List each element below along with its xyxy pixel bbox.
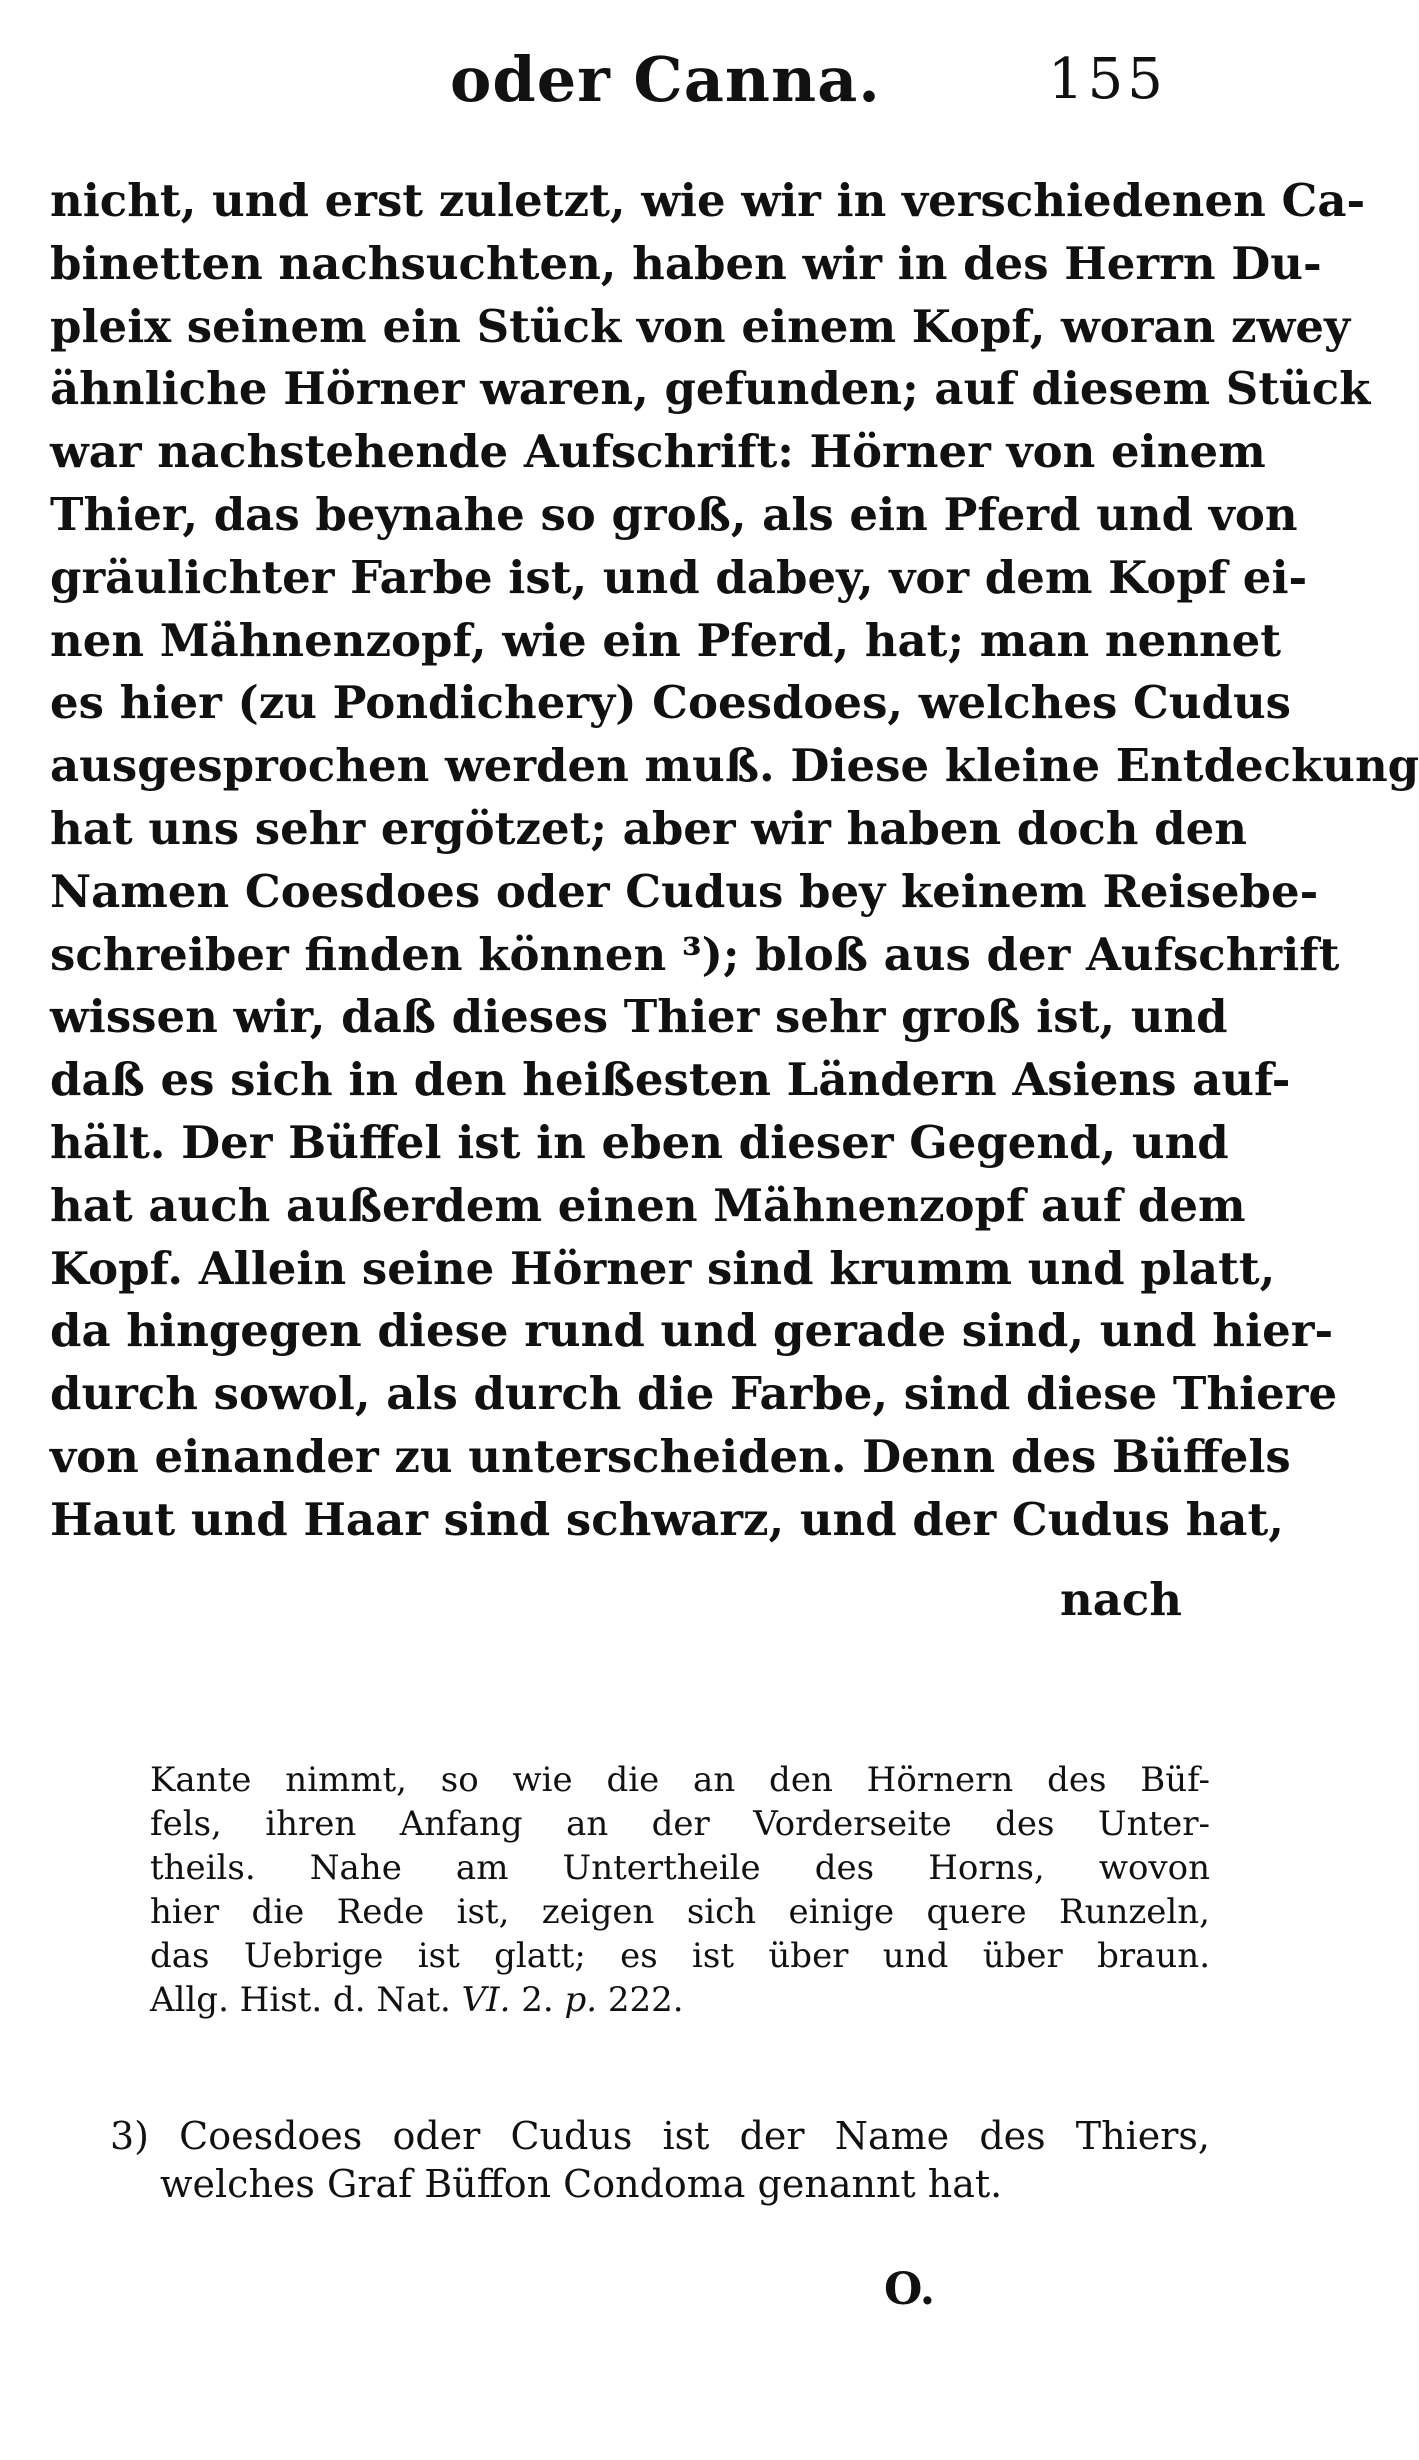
catchword: nach: [1060, 1573, 1182, 1626]
text-line: nen Mähnenzopf, wie ein Pferd, hat; man nennet: [50, 613, 1282, 667]
text-line: nicht, und erst zuletzt, wie wir in verschiedenen Ca-: [50, 174, 1366, 227]
running-title: oder Canna.: [450, 43, 881, 116]
footnote-line: welches Graf Büffon Condoma genannt hat.: [160, 2162, 1003, 2206]
footnote-line: fels, ihren Anfang an der Vorderseite des Unter-: [150, 1804, 1210, 1844]
text-line: wissen wir, daß dieses Thier sehr groß ist, und: [50, 990, 1228, 1044]
text-line: gräulichter Farbe ist, und dabey, vor dem Kopf ei-: [50, 550, 1308, 604]
footnote-line: das Uebrige ist glatt; es ist über und über braun.: [150, 1936, 1210, 1976]
citation-source: Allg. Hist. d. Nat.: [150, 1980, 451, 2020]
text-line: binetten nachsuchten, haben wir in des Herrn Du-: [50, 236, 1322, 290]
text-line: es hier (zu Pondichery) Coesdoes, welches Cudus: [50, 676, 1291, 730]
main-text: [50, 170, 1419, 1552]
footnote-line: Kante nimmt, so wie die an den Hörnern des Büf-: [150, 1760, 1210, 1800]
footnote-line: theils. Nahe am Untertheile des Horns, wovon: [150, 1848, 1210, 1888]
page-number: 155: [1048, 47, 1167, 112]
text-line: Kopf. Allein seine Hörner sind krumm und platt,: [50, 1241, 1276, 1295]
text-line: hält. Der Büffel ist in eben dieser Gegend, und: [50, 1115, 1229, 1169]
text-line: war nachstehende Aufschrift: Hörner von einem: [50, 425, 1266, 479]
citation-number: 2.: [521, 1980, 554, 2020]
footnote-continuation: [150, 1758, 1210, 2022]
signature-mark: O.: [884, 2264, 936, 2315]
text-line: durch sowol, als durch die Farbe, sind diese Thiere: [50, 1367, 1338, 1421]
running-head: [0, 40, 1258, 120]
text-line: Namen Coesdoes oder Cudus bey keinem Reisebe-: [50, 864, 1319, 918]
text-line: Haut und Haar sind schwarz, und der Cudus hat,: [50, 1492, 1284, 1546]
citation-page: 222.: [607, 1980, 684, 2020]
footnote-3: [110, 2112, 1210, 2208]
text-line: schreiber finden können ³); bloß aus der Aufschrift: [50, 927, 1340, 981]
text-line: da hingegen diese rund und gerade sind, und hier-: [50, 1304, 1334, 1358]
text-line: hat auch außerdem einen Mähnenzopf auf dem: [50, 1178, 1246, 1232]
footnote-line: hier die Rede ist, zeigen sich einige quere Runzeln,: [150, 1892, 1210, 1932]
text-line: ähnliche Hörner waren, gefunden; auf diesem Stück: [50, 362, 1371, 416]
footnote-line: 3) Coesdoes oder Cudus ist der Name des Thiers,: [110, 2114, 1210, 2158]
text-line: von einander zu unterscheiden. Denn des Büffels: [50, 1429, 1291, 1483]
text-line: ausgesprochen werden muß. Diese kleine Entdeckung: [50, 739, 1419, 793]
text-line: daß es sich in den heißesten Ländern Asiens auf-: [50, 1053, 1291, 1107]
citation-page-abbr: p.: [564, 1980, 598, 2020]
footnote-citation: [150, 1978, 1210, 2022]
citation-volume: VI.: [461, 1980, 511, 2020]
text-line: Thier, das beynahe so groß, als ein Pferd und von: [50, 487, 1298, 541]
text-line: hat uns sehr ergötzet; aber wir haben doch den: [50, 801, 1247, 855]
text-line: pleix seinem ein Stück von einem Kopf, woran zwey: [50, 299, 1351, 353]
